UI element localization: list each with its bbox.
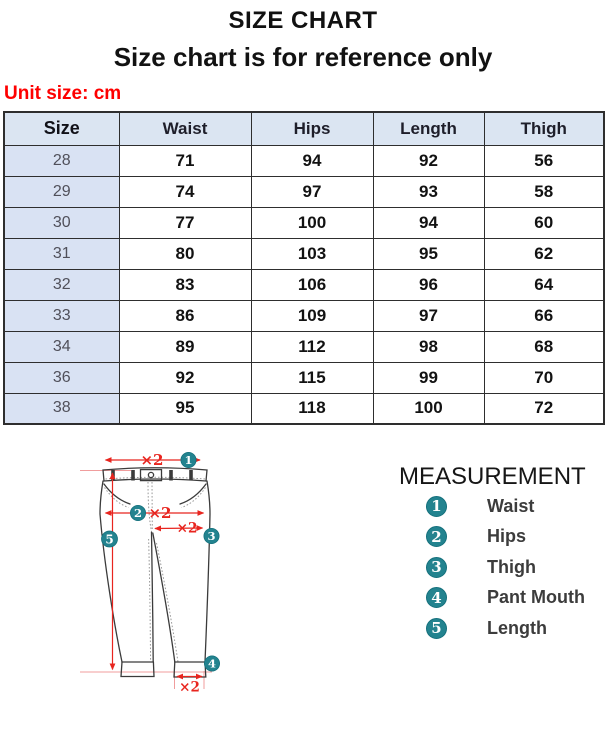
size-table: [3, 111, 605, 425]
waist-cell: 89: [119, 331, 251, 362]
size-cell: 28: [4, 145, 119, 176]
hips-cell: 103: [251, 238, 373, 269]
table-row: [4, 393, 604, 424]
pants-diagram-illustration: [70, 445, 230, 700]
thigh-cell: 60: [484, 207, 604, 238]
hips-multiplier-label: ×2: [148, 504, 172, 522]
table-row: [4, 238, 604, 269]
legend-item-label: Waist: [487, 495, 535, 516]
measurement-legend: [398, 463, 598, 644]
thigh-cell: 58: [484, 176, 604, 207]
hips-cell: 109: [251, 300, 373, 331]
legend-item-label: Thigh: [487, 556, 536, 577]
length-cell: 94: [373, 207, 484, 238]
legend-item-label: Hips: [487, 526, 527, 547]
size-cell: 33: [4, 300, 119, 331]
col-header-waist: Waist: [119, 112, 251, 145]
length-cell: 99: [373, 362, 484, 393]
callout-1-icon: [181, 452, 196, 467]
size-cell: 36: [4, 362, 119, 393]
size-cell: 32: [4, 269, 119, 300]
circled-3-icon: 3: [426, 557, 447, 578]
waist-cell: 80: [119, 238, 251, 269]
length-cell: 98: [373, 331, 484, 362]
measurement-arrows: [106, 460, 204, 677]
pants-outline: [100, 468, 210, 677]
page-title: SIZE CHART: [228, 7, 378, 34]
waist-cell: 92: [119, 362, 251, 393]
svg-text:3: 3: [207, 529, 216, 544]
circled-1-icon: 1: [426, 496, 447, 517]
hips-cell: 118: [251, 393, 373, 424]
circled-4-icon: 4: [426, 587, 447, 608]
length-cell: 92: [373, 145, 484, 176]
unit-note: Unit size: cm: [4, 83, 122, 104]
circled-2-icon: 2: [426, 526, 447, 547]
col-header-thigh: Thigh: [484, 112, 604, 145]
waist-cell: 83: [119, 269, 251, 300]
table-row: [4, 207, 604, 238]
size-cell: 38: [4, 393, 119, 424]
legend-item-waist: [398, 491, 598, 522]
table-row: [4, 269, 604, 300]
legend-item-thigh: [398, 552, 598, 583]
waist-cell: 86: [119, 300, 251, 331]
circled-5-icon: 5: [426, 618, 447, 639]
thigh-cell: 70: [484, 362, 604, 393]
svg-text:4: 4: [207, 656, 217, 671]
legend-item-length: [398, 613, 598, 644]
hips-cell: 106: [251, 269, 373, 300]
hips-cell: 100: [251, 207, 373, 238]
size-cell: 34: [4, 331, 119, 362]
table-row: [4, 300, 604, 331]
thigh-multiplier-label: ×2: [176, 520, 198, 537]
legend-item-label: Pant Mouth: [487, 587, 585, 608]
callout-4-icon: [204, 656, 219, 671]
legend-item-label: Length: [487, 617, 547, 638]
callout-5-icon: [102, 531, 118, 547]
waist-cell: 95: [119, 393, 251, 424]
length-cell: 96: [373, 269, 484, 300]
thigh-cell: 62: [484, 238, 604, 269]
hips-cell: 97: [251, 176, 373, 207]
callout-2-icon: [130, 505, 145, 520]
waist-multiplier-label: ×2: [140, 450, 164, 469]
legend-title: MEASUREMENT: [399, 463, 586, 490]
waist-cell: 77: [119, 207, 251, 238]
hips-cell: 115: [251, 362, 373, 393]
table-row: [4, 331, 604, 362]
table-row: [4, 176, 604, 207]
length-cell: 97: [373, 300, 484, 331]
col-header-size: Size: [4, 112, 119, 145]
hips-cell: 112: [251, 331, 373, 362]
svg-text:5: 5: [105, 532, 114, 547]
size-cell: 30: [4, 207, 119, 238]
svg-text:2: 2: [133, 506, 143, 521]
thigh-cell: 72: [484, 393, 604, 424]
table-row: [4, 145, 604, 176]
legend-item-pant-mouth: [398, 583, 598, 614]
col-header-hips: Hips: [251, 112, 373, 145]
thigh-cell: 66: [484, 300, 604, 331]
col-header-length: Length: [373, 112, 484, 145]
size-cell: 31: [4, 238, 119, 269]
callout-3-icon: [204, 528, 219, 543]
size-cell: 29: [4, 176, 119, 207]
thigh-cell: 64: [484, 269, 604, 300]
legend-item-hips: [398, 522, 598, 553]
length-cell: 100: [373, 393, 484, 424]
page-subtitle: Size chart is for reference only: [113, 42, 493, 72]
thigh-cell: 68: [484, 331, 604, 362]
length-cell: 93: [373, 176, 484, 207]
svg-text:1: 1: [184, 453, 193, 468]
waist-cell: 74: [119, 176, 251, 207]
length-cell: 95: [373, 238, 484, 269]
table-row: [4, 362, 604, 393]
waist-cell: 71: [119, 145, 251, 176]
thigh-cell: 56: [484, 145, 604, 176]
hips-cell: 94: [251, 145, 373, 176]
pant-mouth-multiplier-label: ×2: [179, 679, 200, 696]
table-header-row: [4, 112, 604, 145]
